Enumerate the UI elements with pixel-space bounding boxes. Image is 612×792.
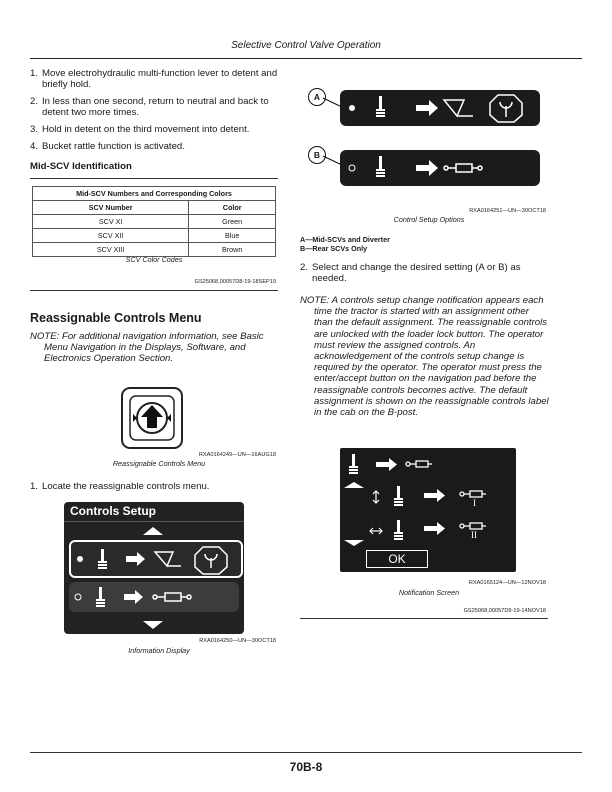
table-row: SCV XII Blue	[33, 229, 276, 243]
running-header: Selective Control Valve Operation	[231, 40, 381, 51]
rear-cylinder-icon	[406, 461, 432, 467]
scroll-up-icon[interactable]	[142, 526, 164, 536]
locate-step	[30, 481, 278, 498]
footer-divider	[30, 752, 582, 753]
option-a-row[interactable]	[69, 540, 243, 578]
label-b-callout: B	[308, 146, 326, 164]
ok-button[interactable]: OK	[366, 550, 428, 568]
section-divider	[300, 618, 548, 619]
list-item: 2. In less than one second, return to neutral and back to detent two more times.	[30, 96, 269, 118]
option-b-panel	[340, 150, 540, 186]
header-divider	[30, 58, 582, 59]
midscv-heading: Mid-SCV Identification	[30, 161, 132, 172]
arrow-right-icon	[126, 552, 145, 566]
section-divider	[30, 290, 278, 291]
arrow-right-icon	[376, 458, 397, 471]
option-b-panel-icons	[340, 150, 540, 186]
page-number: 70B-8	[289, 760, 323, 774]
legend-a: A—Mid-SCVs and Diverter	[300, 235, 390, 244]
navigation-note: NOTE: For additional navigation information, see Basic Menu Navigation in the Displays, Software, and Electronics Operation Section.	[30, 331, 264, 365]
list-item: 1. Locate the reassignable controls menu.	[30, 481, 210, 492]
rattle-steps-list	[30, 68, 278, 158]
reassignable-controls-icon	[120, 386, 184, 450]
figure-ref: RXA0165124—UN—12NOV18	[468, 580, 546, 586]
label-a-callout: A	[308, 88, 326, 106]
up-triangle-icon	[344, 482, 364, 488]
option-a-panel	[340, 90, 540, 126]
joystick-icon	[394, 520, 403, 540]
table-caption: SCV Color Codes	[125, 255, 183, 264]
midscv-rule	[30, 178, 278, 179]
table-row: SCV XIII Brown	[33, 243, 276, 257]
list-item: 3. Hold in detent on the third movement into detent.	[30, 124, 250, 135]
notification-screen	[340, 448, 516, 572]
arrow-right-icon	[416, 160, 438, 176]
legend-b: B—Rear SCVs Only	[300, 243, 368, 253]
rear-cylinder-icon	[460, 523, 486, 529]
option-b-icons	[69, 582, 239, 612]
joystick-icon	[98, 549, 107, 569]
table-row: SCV XI Green	[33, 215, 276, 229]
joystick-icon	[394, 486, 403, 506]
figure-caption: Reassignable Controls Menu	[112, 459, 206, 468]
option-b-row[interactable]	[69, 582, 239, 612]
down-triangle-icon	[344, 540, 364, 546]
figure-ref: RXA0164249—UN—16AUG18	[198, 452, 276, 458]
column-header-color: Color	[189, 201, 276, 215]
unselected-radio-icon	[75, 594, 81, 600]
unselected-radio-icon	[349, 165, 355, 171]
vertical-arrows-icon	[373, 491, 379, 503]
list-item: 4. Bucket rattle function is activated.	[30, 141, 185, 152]
roman-label-2: II	[471, 530, 477, 540]
reassignable-heading: Reassignable Controls Menu	[30, 311, 202, 325]
figure-caption: Control Setup Options	[393, 215, 465, 224]
rear-cylinder-icon	[460, 491, 486, 497]
arrow-right-icon	[416, 100, 438, 116]
option-a-panel-icons	[340, 90, 540, 126]
scv-color-table	[32, 186, 276, 257]
column-header-scv-number: SCV Number	[33, 201, 189, 215]
scroll-down-icon[interactable]	[142, 620, 164, 630]
joystick-icon	[96, 587, 105, 607]
diverter-icon	[490, 95, 522, 122]
display-title-rule	[64, 521, 244, 522]
loader-bucket-icon	[155, 552, 181, 566]
selected-radio-icon	[77, 556, 83, 562]
diverter-icon	[195, 547, 227, 574]
loader-bucket-icon	[444, 100, 473, 116]
joystick-icon	[349, 454, 358, 474]
select-step	[300, 262, 546, 290]
arrow-right-icon	[424, 489, 445, 502]
joystick-icon	[376, 156, 385, 177]
joystick-icon	[376, 96, 385, 117]
arrow-right-icon	[124, 590, 143, 604]
option-a-icons	[71, 542, 241, 576]
rear-cylinder-icon	[153, 593, 191, 601]
horizontal-arrows-icon	[370, 528, 382, 534]
information-display	[64, 502, 244, 634]
list-item: 2. Select and change the desired setting (A or B) as needed.	[300, 262, 521, 284]
list-item: 1. Move electrohydraulic multi-function lever to detent and briefly hold.	[30, 68, 278, 90]
figure-ref: RXA0164250—UN—30OCT18	[199, 638, 276, 644]
roman-label-1: I	[473, 498, 476, 508]
notification-note: NOTE: A controls setup change notification appears each time the tractor is started with an assignment other than the default assignment. The reassignable controls are unlocked with the loader lock button. The operator must review the assigned controls. An acknowledgement of the controls setup change is required by the operator. The operator must press the enter/accept button on the navigation pad before the reassignable controls becomes active. The default assignment is shown on the reassignable controls label in the cab on the B-post.	[300, 295, 549, 419]
selected-radio-icon	[349, 105, 355, 111]
display-title: Controls Setup	[70, 504, 156, 518]
figure-ref: RXA0164251—UN—30OCT18	[469, 208, 546, 214]
arrow-right-icon	[424, 522, 445, 535]
table-title: Mid-SCV Numbers and Corresponding Colors	[33, 187, 276, 201]
right-ref: GS25068,00057D9-19-14NOV18	[463, 608, 546, 614]
rear-cylinder-icon	[444, 164, 482, 172]
midscv-ref: GS25068,00057D8-19-18SEP19	[194, 279, 276, 285]
legend	[300, 236, 390, 253]
figure-caption: Information Display	[128, 646, 190, 655]
figure-caption: Notification Screen	[398, 588, 460, 597]
